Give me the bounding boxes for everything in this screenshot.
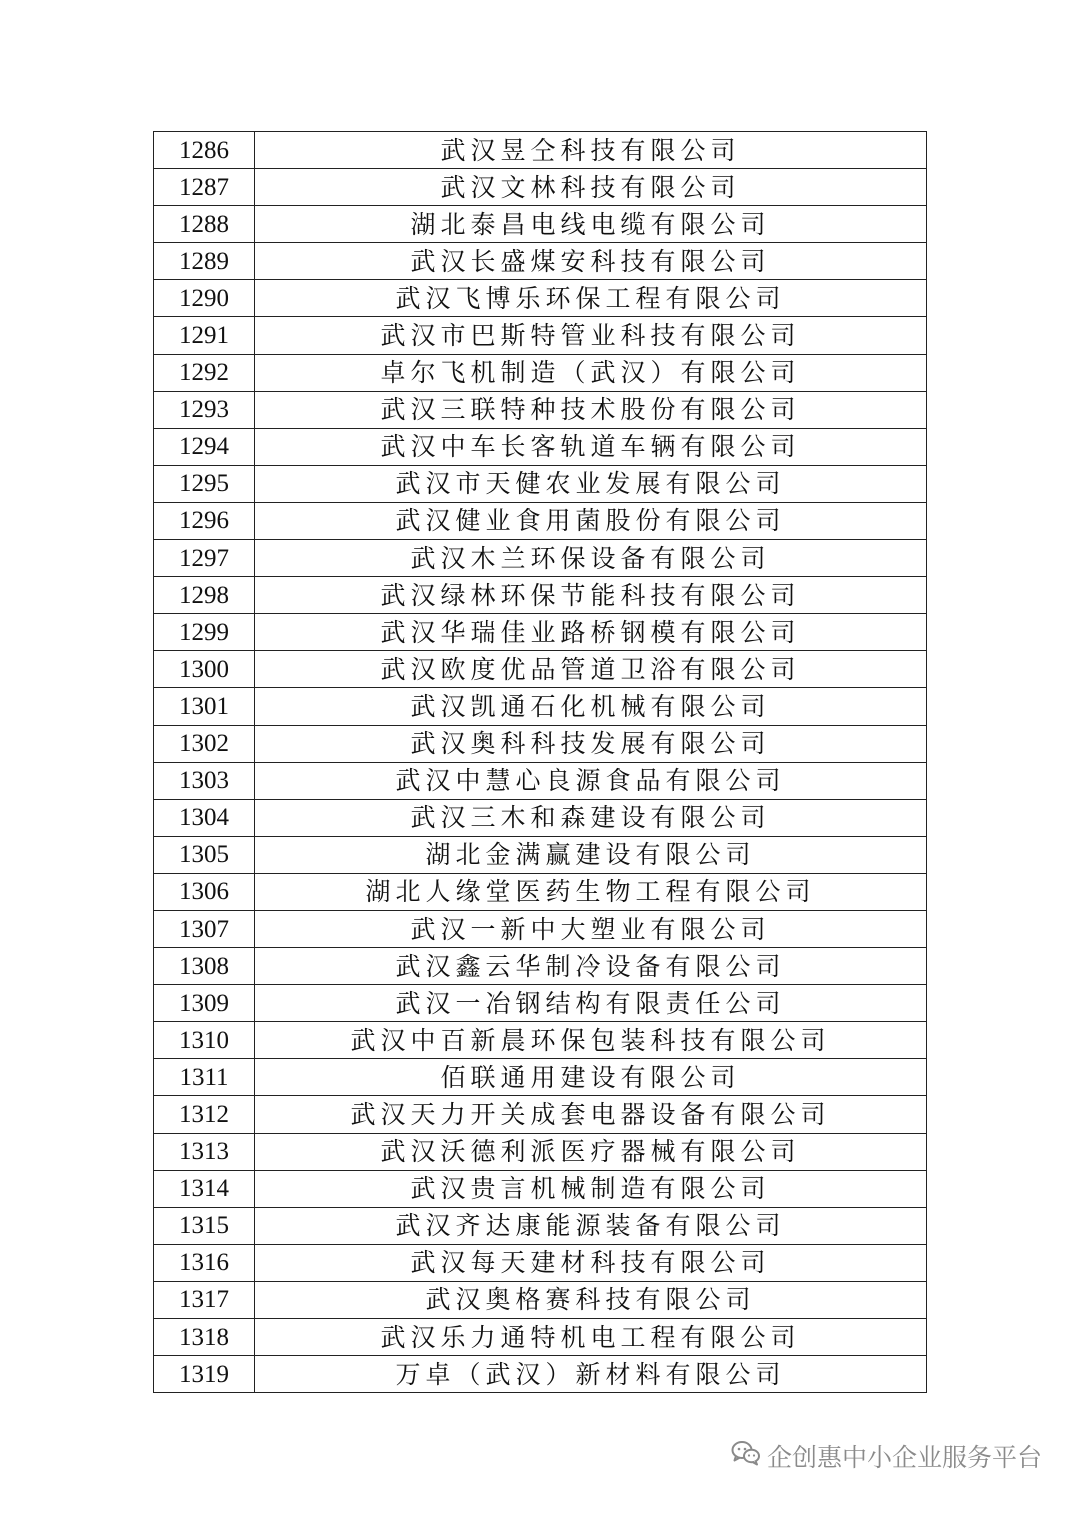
company-name: 武汉一新中大塑业有限公司 — [255, 910, 927, 947]
company-name: 武汉天力开关成套电器设备有限公司 — [255, 1096, 927, 1133]
table-row — [154, 725, 927, 762]
table-row — [154, 1281, 927, 1318]
company-name: 佰联通用建设有限公司 — [255, 1059, 927, 1096]
company-name: 武汉中慧心良源食品有限公司 — [255, 762, 927, 799]
row-number: 1299 — [154, 614, 255, 651]
table-row — [154, 243, 927, 280]
company-name: 武汉健业食用菌股份有限公司 — [255, 502, 927, 539]
table-row — [154, 948, 927, 985]
table-row — [154, 1022, 927, 1059]
row-number: 1294 — [154, 428, 255, 465]
table-row — [154, 836, 927, 873]
row-number: 1310 — [154, 1022, 255, 1059]
table-row — [154, 577, 927, 614]
table-row — [154, 132, 927, 169]
company-name: 武汉绿林环保节能科技有限公司 — [255, 577, 927, 614]
table-row — [154, 873, 927, 910]
row-number: 1318 — [154, 1319, 255, 1356]
company-name: 武汉奥格赛科技有限公司 — [255, 1281, 927, 1318]
table-row — [154, 1133, 927, 1170]
company-name: 武汉飞博乐环保工程有限公司 — [255, 280, 927, 317]
company-name: 武汉每天建材科技有限公司 — [255, 1244, 927, 1281]
company-name: 武汉长盛煤安科技有限公司 — [255, 243, 927, 280]
row-number: 1301 — [154, 688, 255, 725]
row-number: 1290 — [154, 280, 255, 317]
company-name: 武汉凯通石化机械有限公司 — [255, 688, 927, 725]
company-list-table — [153, 131, 927, 1393]
watermark — [731, 1438, 1042, 1474]
table-row — [154, 799, 927, 836]
table-row — [154, 1059, 927, 1096]
company-name: 武汉鑫云华制冷设备有限公司 — [255, 948, 927, 985]
row-number: 1295 — [154, 465, 255, 502]
row-number: 1306 — [154, 873, 255, 910]
table-row — [154, 1170, 927, 1207]
company-name: 湖北泰昌电线电缆有限公司 — [255, 206, 927, 243]
table-row — [154, 169, 927, 206]
company-name: 武汉市巴斯特管业科技有限公司 — [255, 317, 927, 354]
company-name: 武汉三联特种技术股份有限公司 — [255, 391, 927, 428]
row-number: 1319 — [154, 1356, 255, 1393]
table-row — [154, 465, 927, 502]
table-row — [154, 1096, 927, 1133]
row-number: 1298 — [154, 577, 255, 614]
table-row — [154, 206, 927, 243]
table-row — [154, 280, 927, 317]
company-name: 湖北金满赢建设有限公司 — [255, 836, 927, 873]
company-name: 武汉中车长客轨道车辆有限公司 — [255, 428, 927, 465]
row-number: 1312 — [154, 1096, 255, 1133]
row-number: 1303 — [154, 762, 255, 799]
table-row — [154, 651, 927, 688]
company-name: 湖北人缘堂医药生物工程有限公司 — [255, 873, 927, 910]
row-number: 1293 — [154, 391, 255, 428]
table-row — [154, 1356, 927, 1393]
row-number: 1291 — [154, 317, 255, 354]
company-name: 武汉贵言机械制造有限公司 — [255, 1170, 927, 1207]
row-number: 1317 — [154, 1281, 255, 1318]
row-number: 1308 — [154, 948, 255, 985]
wechat-icon — [731, 1440, 761, 1472]
row-number: 1315 — [154, 1207, 255, 1244]
table-row — [154, 1207, 927, 1244]
row-number: 1297 — [154, 540, 255, 577]
company-name: 武汉华瑞佳业路桥钢模有限公司 — [255, 614, 927, 651]
table-row — [154, 428, 927, 465]
row-number: 1307 — [154, 910, 255, 947]
table-row — [154, 985, 927, 1022]
table-row — [154, 1319, 927, 1356]
company-name: 武汉文林科技有限公司 — [255, 169, 927, 206]
company-name: 武汉沃德利派医疗器械有限公司 — [255, 1133, 927, 1170]
company-name: 武汉三木和森建设有限公司 — [255, 799, 927, 836]
row-number: 1296 — [154, 502, 255, 539]
row-number: 1304 — [154, 799, 255, 836]
company-name: 卓尔飞机制造（武汉）有限公司 — [255, 354, 927, 391]
table-row — [154, 391, 927, 428]
row-number: 1316 — [154, 1244, 255, 1281]
company-name: 武汉市天健农业发展有限公司 — [255, 465, 927, 502]
table-row — [154, 614, 927, 651]
row-number: 1309 — [154, 985, 255, 1022]
company-name: 武汉昱仝科技有限公司 — [255, 132, 927, 169]
company-name: 武汉奥科科技发展有限公司 — [255, 725, 927, 762]
row-number: 1288 — [154, 206, 255, 243]
table-body — [154, 132, 927, 1393]
table-row — [154, 354, 927, 391]
table-row — [154, 688, 927, 725]
row-number: 1302 — [154, 725, 255, 762]
table-row — [154, 910, 927, 947]
row-number: 1287 — [154, 169, 255, 206]
table-row — [154, 502, 927, 539]
company-name: 武汉木兰环保设备有限公司 — [255, 540, 927, 577]
company-name: 万卓（武汉）新材料有限公司 — [255, 1356, 927, 1393]
watermark-text: 企创惠中小企业服务平台 — [766, 1443, 1042, 1472]
company-name: 武汉中百新晨环保包装科技有限公司 — [255, 1022, 927, 1059]
company-name: 武汉欧度优品管道卫浴有限公司 — [255, 651, 927, 688]
table-row — [154, 540, 927, 577]
company-name: 武汉一冶钢结构有限责任公司 — [255, 985, 927, 1022]
row-number: 1311 — [154, 1059, 255, 1096]
row-number: 1305 — [154, 836, 255, 873]
company-name: 武汉齐达康能源装备有限公司 — [255, 1207, 927, 1244]
table-row — [154, 1244, 927, 1281]
row-number: 1289 — [154, 243, 255, 280]
row-number: 1313 — [154, 1133, 255, 1170]
row-number: 1314 — [154, 1170, 255, 1207]
table-row — [154, 762, 927, 799]
row-number: 1300 — [154, 651, 255, 688]
table-row — [154, 317, 927, 354]
company-name: 武汉乐力通特机电工程有限公司 — [255, 1319, 927, 1356]
row-number: 1286 — [154, 132, 255, 169]
row-number: 1292 — [154, 354, 255, 391]
